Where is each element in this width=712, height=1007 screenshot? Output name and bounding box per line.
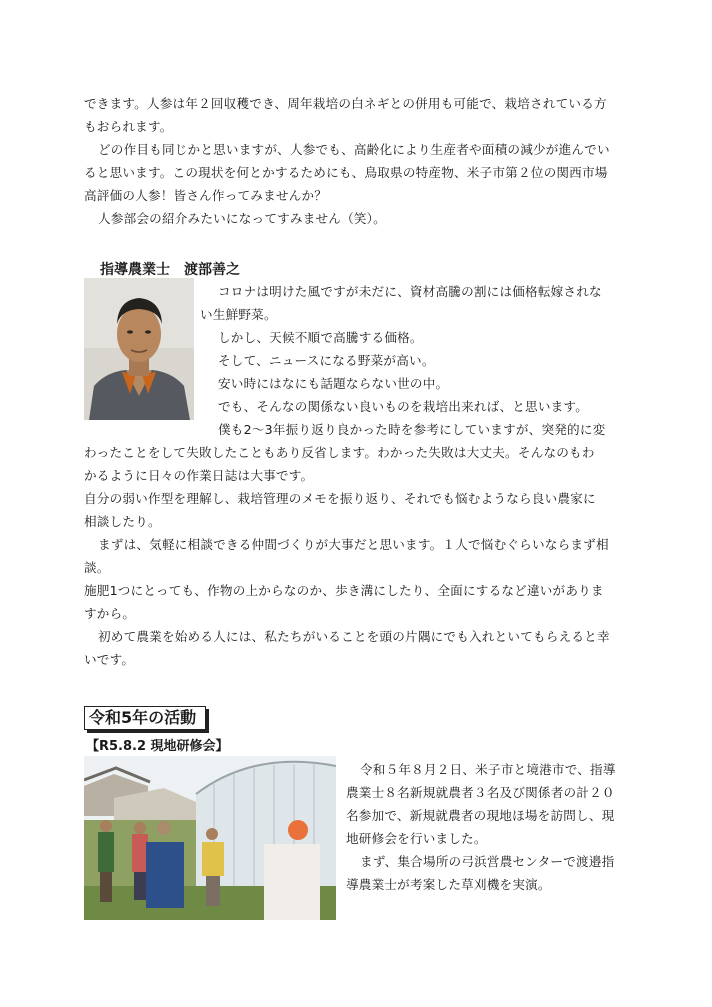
portrait-photo bbox=[84, 278, 194, 420]
intro-line: できます。人参は年２回収穫でき、周年栽培の白ネギとの併用も可能で、栽培されている方 bbox=[84, 96, 607, 111]
profile-body-line: わったことをして失敗したこともあり反省します。わかった失敗は大丈夫。そんなのもわ bbox=[84, 445, 595, 460]
profile-body-line: いです。 bbox=[84, 652, 135, 667]
intro-line: もおられます。 bbox=[84, 119, 173, 134]
event-text bbox=[346, 758, 616, 896]
profile-body bbox=[84, 441, 610, 671]
profile-body-line: 施肥1つにとっても、作物の上からなのか、歩き溝にしたり、全面にするなど違いがありま bbox=[84, 583, 604, 598]
intro-line: 人参部会の紹介みたいになってすみません（笑）。 bbox=[98, 211, 386, 226]
profile-body-line: 自分の弱い作型を理解し、栽培管理のメモを振り返り、それでも悩むようなら良い農家に bbox=[84, 491, 596, 506]
profile-side-line: い生鮮野菜。 bbox=[200, 307, 277, 322]
profile-side-line: そして、ニュースになる野菜が高い。 bbox=[218, 353, 435, 368]
section-title: 令和5年の活動 bbox=[84, 706, 206, 730]
profile-side-line: でも、そんなの関係ない良いものを栽培出来れば、と思います。 bbox=[218, 399, 589, 414]
event-line: 地研修会を行いました。 bbox=[346, 831, 487, 846]
profile-side-text bbox=[200, 280, 605, 441]
profile-side-line: 安い時にはなにも話題ならない世の中。 bbox=[218, 376, 449, 391]
intro-line: 高評価の人参！皆さん作ってみませんか？ bbox=[84, 188, 328, 203]
profile-heading: 指導農業士 渡部善之 bbox=[100, 262, 240, 278]
profile-side-line: しかし、天候不順で高騰する価格。 bbox=[218, 330, 423, 345]
profile-body-line: 談。 bbox=[84, 560, 110, 575]
profile-side-line: コロナは明けた風ですが未だに、資材高騰の割には価格転嫁されな bbox=[218, 284, 602, 299]
event-line: 令和５年８月２日、米子市と境港市で、指導 bbox=[360, 762, 616, 777]
profile-body-line: すから。 bbox=[84, 606, 136, 621]
intro-paragraph bbox=[84, 92, 610, 230]
profile-body-line: 相談したり。 bbox=[84, 514, 161, 529]
event-line: 導農業士が考案した草刈機を実演。 bbox=[346, 877, 551, 892]
event-line: まず、集合場所の弓浜営農センターで渡邉指 bbox=[360, 854, 615, 869]
intro-line: ると思います。この現状を何とかするためにも、鳥取県の特産物、米子市第２位の関西市場 bbox=[84, 165, 608, 180]
profile-body-line: まずは、気軽に相談できる仲間づくりが大事だと思います。１人で悩むぐらいならまず相 bbox=[98, 537, 609, 552]
event-tag: 【R5.8.2 現地研修会】 bbox=[86, 739, 229, 754]
field-visit-photo bbox=[84, 756, 336, 920]
event-line: 名参加で、新規就農者の現地ほ場を訪問し、現 bbox=[346, 808, 615, 823]
profile-body-line: 初めて農業を始める人には、私たちがいることを頭の片隅にでも入れといてもらえると幸 bbox=[98, 629, 610, 644]
profile-body-line: かるように日々の作業日誌は大事です。 bbox=[84, 468, 314, 483]
intro-line: どの作目も同じかと思いますが、人参でも、高齢化により生産者や面積の減少が進んでい bbox=[98, 142, 610, 157]
event-line: 農業士８名新規就農者３名及び関係者の計２０ bbox=[346, 785, 615, 800]
profile-side-line: 僕も2～3年振り返り良かった時を参考にしていますが、突発的に変 bbox=[218, 422, 606, 437]
